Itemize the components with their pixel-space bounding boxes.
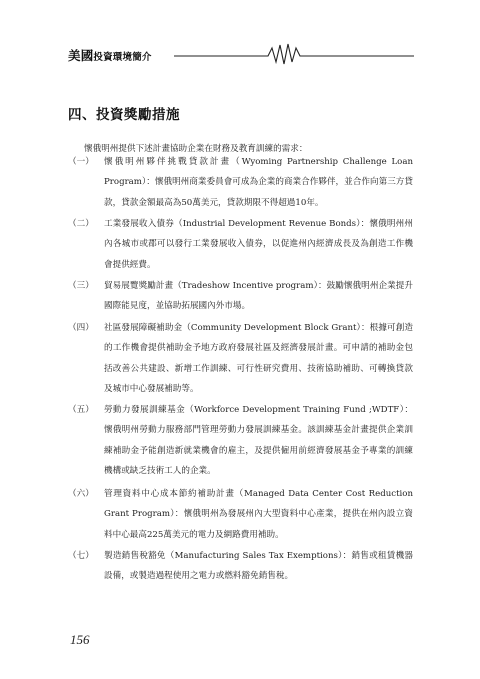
list-item-number: （六） — [68, 489, 94, 499]
intro-paragraph: 懷俄明州提供下述計畫協助企業在財務及教育訓練的需求： — [84, 144, 308, 154]
list-item-text: 製造銷售稅豁免（Manufacturing Sales Tax Exemptions）：銷售或租賃機器設備，或製造過程使用之電力或燃料豁免銷售稅。 — [104, 551, 413, 582]
list-item — [68, 318, 413, 400]
section-title: 四、投資獎勵措施 — [68, 107, 180, 123]
page-number: 156 — [70, 632, 90, 647]
list-item-number: （二） — [68, 219, 94, 229]
list-item-text: 管理資料中心成本節約補助計畫（Managed Data Center Cost Reduction Grant Program）：懷俄明州為發展州內大型資料中心產業，提供在州內設立資料中心最高225萬美元的電力及網路費用補助。 — [104, 489, 413, 540]
list-item-number: （七） — [68, 551, 94, 561]
header-title-big: 美國 — [68, 48, 94, 63]
header-wave-line-icon — [174, 40, 414, 66]
list-item — [68, 276, 413, 317]
list-item-text: 勞動力發展訓練基金（Workforce Development Training Fund ;WDTF）：懷俄明州勞動力服務部門管理勞動力發展訓練基金。該訓練基金計畫提供企業訓練補助金予能創造新就業機會的雇主，及提供僱用前經濟發展基金予專業的訓練機構或缺乏技術工人的企業。 — [104, 405, 413, 477]
list-item — [68, 484, 413, 545]
list-item-number: （四） — [68, 323, 94, 333]
list-item — [68, 400, 413, 482]
list-item-text: 貿易展覽獎勵計畫（Tradeshow Incentive program）：鼓勵懷俄明州企業提升國際能見度，並協助拓展國內外市場。 — [104, 281, 413, 312]
header-title — [68, 46, 152, 64]
list-item-text: 懷俄明州夥伴挑戰貸款計畫（Wyoming Partnership Challenge Loan Program）：懷俄明州商業委員會可成為企業的商業合作夥伴，並合作向第三方貸款，貸款金額最高為50萬美元，貸款期限不得超過10年。 — [104, 157, 413, 208]
list-item-text: 工業發展收入債券（Industrial Development Revenue Bonds）：懷俄明州州內各城市或郡可以發行工業發展收入債券，以促進州內經濟成長及為創造工作機會提供經費。 — [104, 219, 413, 270]
list-item-text: 社區發展障礙補助金（Community Development Block Grant）：根據可創造的工作機會提供補助金予地方政府發展社區及經濟發展計畫。可申請的補助金包括改善公共建設、新增工作訓練、可行性研究費用、技術協助補助、可轉換貸款及城市中心發展補助等。 — [104, 323, 413, 395]
list-item-number: （三） — [68, 281, 94, 291]
list-item — [68, 546, 413, 587]
list-item-number: （一） — [68, 157, 94, 167]
running-header — [68, 40, 413, 66]
list-item — [68, 152, 413, 213]
header-title-small: 投資環境簡介 — [93, 52, 152, 63]
list-item — [68, 214, 413, 275]
list-item-number: （五） — [68, 405, 94, 415]
